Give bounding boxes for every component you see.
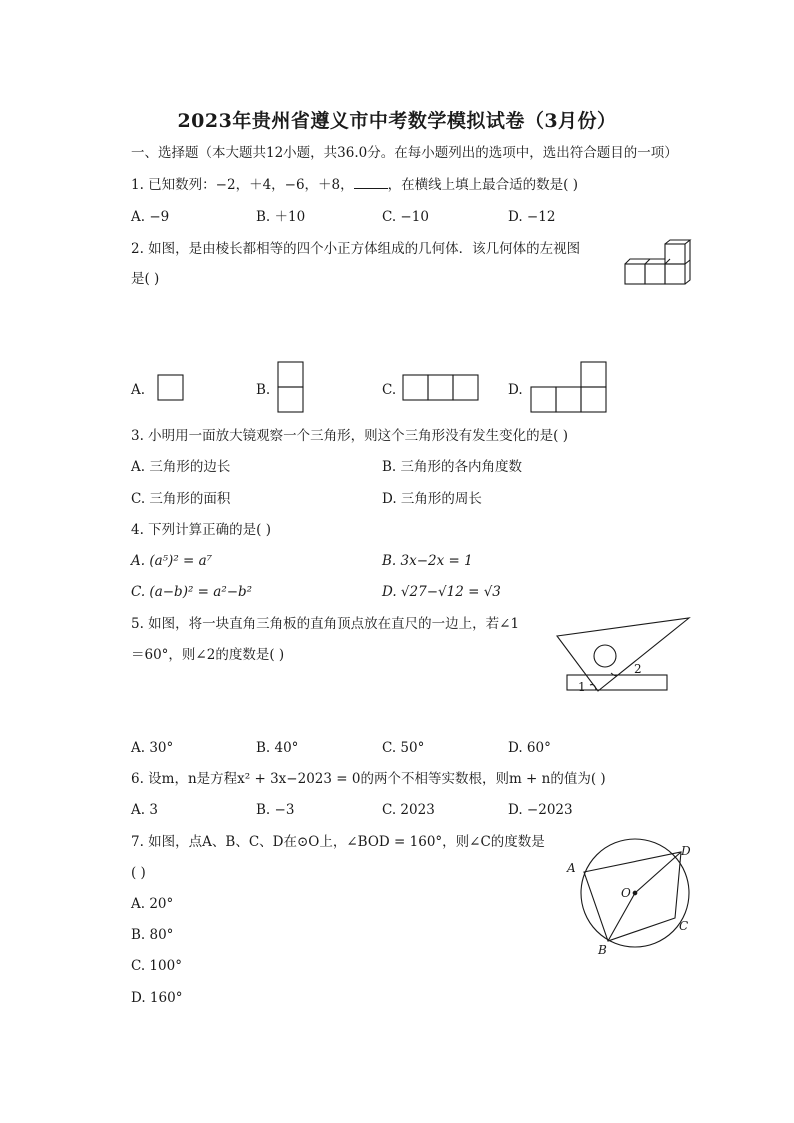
answer-blank	[354, 176, 388, 189]
question-1-stem-part-a: 1. 已知数列：−2，＋4，−6，＋8，	[131, 177, 354, 193]
question-1-stem-part-b: ，在横线上填上最合适的数是( )	[387, 177, 578, 193]
circle-geometry-figure	[565, 836, 700, 958]
question-6-stem: 6. 设m，n是方程x² + 3x−2023 = 0的两个不相等实数根，则m + n的值为( )	[131, 771, 606, 787]
question-7-stem-line-2: ( )	[131, 865, 146, 881]
question-5-stem-line-1: 5. 如图，将一块直角三角板的直角顶点放在直尺的一边上，若∠1	[131, 616, 520, 632]
question-7-option-b: B. 80°	[131, 927, 174, 943]
question-3-option-b: B. 三角形的各内角度数	[382, 459, 523, 475]
question-4-option-c: C. (a−b)² = a²−b²	[131, 584, 253, 600]
section-header: 一、选择题（本大题共12小题，共36.0分。在每小题列出的选项中，选出符合题目的一项）	[131, 145, 678, 161]
question-1-option-b: B. ＋10	[256, 209, 306, 225]
question-3-option-a: A. 三角形的边长	[131, 459, 231, 475]
question-1-option-d: D. −12	[508, 209, 556, 225]
question-7-option-a: A. 20°	[131, 896, 174, 912]
question-1-option-c: C. −10	[382, 209, 429, 225]
question-2-stem-line-1: 2. 如图，是由棱长都相等的四个小正方体组成的几何体．该几何体的左视图	[131, 241, 581, 257]
question-6-option-d: D. −2023	[508, 802, 573, 818]
question-3-stem: 3. 小明用一面放大镜观察一个三角形，则这个三角形没有发生变化的是( )	[131, 428, 568, 444]
question-4-option-d: D. √27−√12 = √3	[382, 584, 501, 600]
angle-2-label: 2	[634, 662, 642, 676]
point-o-label: O	[621, 886, 631, 900]
question-5-option-d: D. 60°	[508, 740, 551, 756]
question-7-stem-line-1: 7. 如图，点A、B、C、D在⊙O上，∠BOD = 160°，则∠C的度数是	[131, 834, 545, 850]
question-6-option-c: C. 2023	[382, 802, 435, 818]
question-2-option-d-label: D.	[508, 382, 523, 398]
question-7-option-d: D. 160°	[131, 990, 183, 1006]
question-2-option-b-label: B.	[256, 382, 271, 398]
question-2-option-a-label: A.	[131, 382, 146, 398]
question-3-option-d: D. 三角形的周长	[382, 491, 482, 507]
question-2-option-c-label: C.	[382, 382, 397, 398]
point-b-label: B	[598, 943, 607, 957]
question-6-option-b: B. −3	[256, 802, 295, 818]
page-title: 2023年贵州省遵义市中考数学模拟试卷（3月份）	[177, 110, 617, 132]
cube-solid-figure	[624, 240, 694, 288]
question-1-stem	[131, 176, 578, 194]
question-3-option-c: C. 三角形的面积	[131, 491, 231, 507]
question-5-option-a: A. 30°	[131, 740, 174, 756]
angle-1-label: 1	[578, 680, 586, 694]
question-4-option-a: A. (a⁵)² = a⁷	[131, 553, 213, 569]
question-4-stem: 4. 下列计算正确的是( )	[131, 522, 271, 538]
option-a-figure	[157, 374, 185, 402]
point-c-label: C	[679, 919, 689, 933]
question-1-option-a: A. −9	[131, 209, 170, 225]
question-4-option-b: B. 3x−2x = 1	[382, 553, 473, 569]
question-2-stem-line-2: 是( )	[131, 271, 160, 287]
option-d-figure	[530, 361, 608, 414]
question-6-option-a: A. 3	[131, 802, 158, 818]
option-b-figure	[277, 361, 305, 414]
option-c-figure	[402, 374, 480, 402]
question-5-stem-line-2: ＝60°，则∠2的度数是( )	[131, 647, 285, 663]
point-a-label: A	[567, 861, 576, 875]
question-7-option-c: C. 100°	[131, 958, 182, 974]
triangle-ruler-figure	[556, 615, 692, 695]
point-d-label: D	[681, 844, 691, 858]
question-5-option-b: B. 40°	[256, 740, 299, 756]
question-5-option-c: C. 50°	[382, 740, 425, 756]
